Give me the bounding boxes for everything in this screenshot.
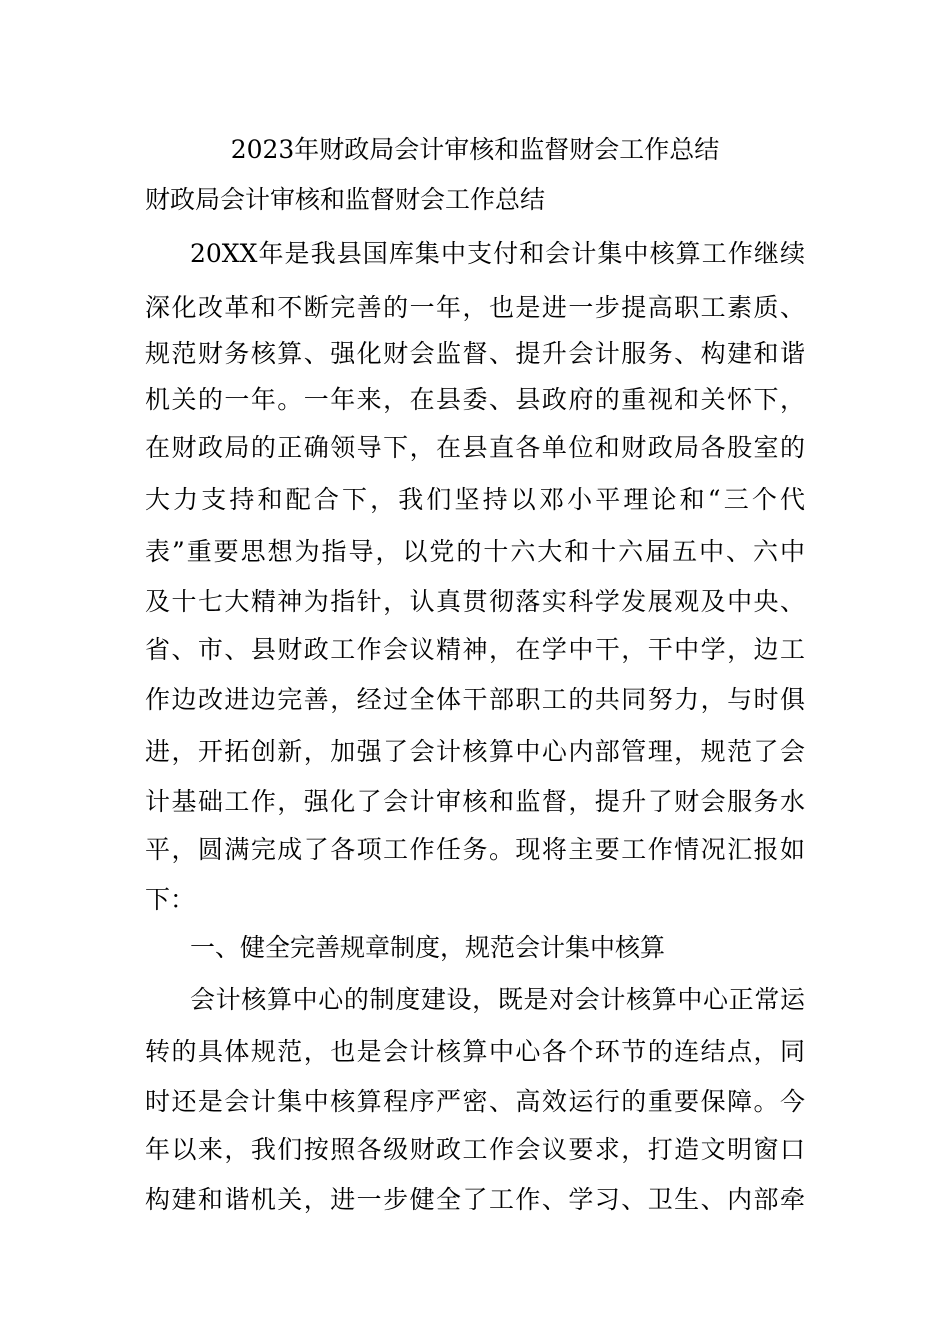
paragraph-line: 下： bbox=[145, 885, 196, 914]
paragraph-line: 机关的一年。一年来，在县委、县政府的重视和关怀下， bbox=[145, 385, 805, 414]
paragraph-line: 20XX年是我县国库集中支付和会计集中核算工作继续 bbox=[190, 239, 805, 268]
document-title: 2023年财政局会计审核和监督财会工作总结 bbox=[230, 135, 720, 164]
paragraph-line: 及十七大精神为指针，认真贯彻落实科学发展观及中央、 bbox=[145, 587, 805, 616]
paragraph-line: 时还是会计集中核算程序严密、高效运行的重要保障。今 bbox=[145, 1087, 805, 1116]
section-heading: 一、健全完善规章制度，规范会计集中核算 bbox=[190, 933, 666, 962]
paragraph-line: 计基础工作，强化了会计审核和监督，提升了财会服务水 bbox=[145, 787, 805, 816]
paragraph-line: 年以来，我们按照各级财政工作会议要求，打造文明窗口 bbox=[145, 1135, 805, 1164]
paragraph-line: 表”重要思想为指导，以党的十六大和十六届五中、六中 bbox=[145, 537, 805, 566]
paragraph-line: 在财政局的正确领导下，在县直各单位和财政局各股室的 bbox=[145, 433, 805, 462]
paragraph-line: 平，圆满完成了各项工作任务。现将主要工作情况汇报如 bbox=[145, 835, 805, 864]
paragraph-line: 规范财务核算、强化财会监督、提升会计服务、构建和谐 bbox=[145, 339, 805, 368]
paragraph-line: 深化改革和不断完善的一年，也是进一步提高职工素质、 bbox=[145, 293, 805, 322]
paragraph-line: 转的具体规范，也是会计核算中心各个环节的连结点，同 bbox=[145, 1037, 805, 1066]
paragraph-line: 构建和谐机关，进一步健全了工作、学习、卫生、内部牵 bbox=[145, 1185, 805, 1214]
paragraph-line: 会计核算中心的制度建设，既是对会计核算中心正常运 bbox=[190, 985, 805, 1014]
paragraph-line: 作边改进边完善，经过全体干部职工的共同努力，与时俱 bbox=[145, 685, 805, 714]
paragraph-line: 进，开拓创新，加强了会计核算中心内部管理，规范了会 bbox=[145, 737, 805, 766]
paragraph-line: 省、市、县财政工作会议精神，在学中干，干中学，边工 bbox=[145, 635, 805, 664]
paragraph-line: 大力支持和配合下，我们坚持以邓小平理论和“三个代 bbox=[145, 485, 805, 514]
document-subtitle: 财政局会计审核和监督财会工作总结 bbox=[145, 185, 546, 214]
